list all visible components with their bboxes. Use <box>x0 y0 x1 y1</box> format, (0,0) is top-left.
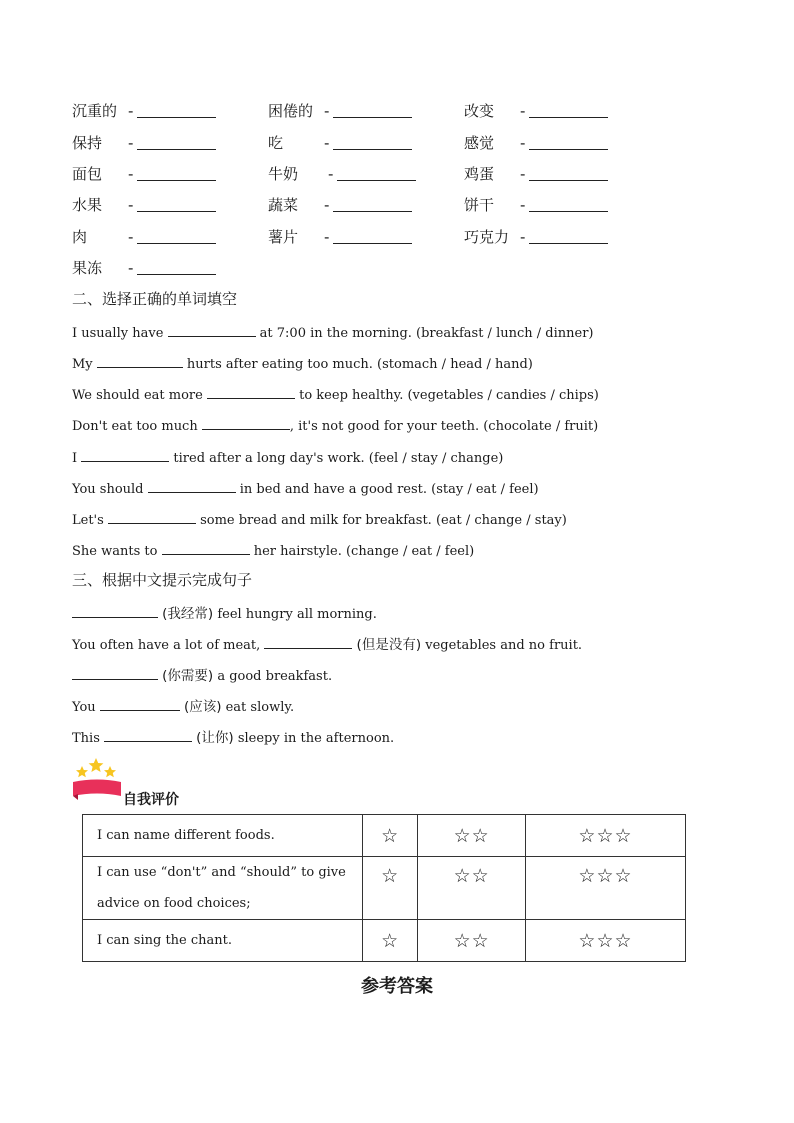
vocab-dash: - <box>328 165 334 183</box>
table-row <box>83 815 686 857</box>
exercise-line <box>72 384 599 405</box>
exercise-line <box>72 478 539 499</box>
vocab-dash: - <box>128 196 134 214</box>
answer-blank[interactable] <box>72 603 158 618</box>
star-icon: ☆☆☆ <box>578 824 633 847</box>
vocab-dash: - <box>520 228 526 246</box>
answer-blank[interactable] <box>81 447 169 462</box>
sentence-start: Don't eat too much <box>72 419 202 434</box>
vocab-word: 饼干 <box>464 196 495 214</box>
chinese-hint: (让你) <box>196 730 234 746</box>
vocab-dash: - <box>520 102 526 120</box>
vocab-dash: - <box>324 196 330 214</box>
answer-blank[interactable] <box>529 229 608 244</box>
answer-blank[interactable] <box>104 727 192 742</box>
vocab-dash: - <box>324 134 330 152</box>
sentence-start: She wants to <box>72 544 162 559</box>
star-icon: ☆ <box>381 824 400 847</box>
answer-blank[interactable] <box>168 322 256 337</box>
exercise-line <box>72 727 394 748</box>
sentence-end: in bed and have a good rest. (stay / eat / feel) <box>235 482 539 497</box>
three-star-cell[interactable] <box>525 857 685 920</box>
vocab-dash: - <box>324 228 330 246</box>
answer-blank[interactable] <box>162 540 250 555</box>
section-2-title: 二、选择正确的单词填空 <box>72 290 238 308</box>
vocab-dash: - <box>128 102 134 120</box>
two-star-cell[interactable] <box>418 815 526 857</box>
sentence-end: , it's not good for your teeth. (chocolate / fruit) <box>289 419 599 434</box>
sentence-end: her hairstyle. (change / eat / feel) <box>249 544 475 559</box>
self-eval-table <box>82 814 686 962</box>
self-eval-title: 自我评价 <box>123 792 179 808</box>
sentence-end: to keep healthy. (vegetables / candies / chips) <box>294 388 599 403</box>
table-row <box>83 857 686 920</box>
star-icon: ☆☆☆ <box>578 865 633 887</box>
criterion-text: I can name different foods. <box>97 828 275 843</box>
answer-blank[interactable] <box>529 103 608 118</box>
answer-blank[interactable] <box>529 135 608 150</box>
exercise-line <box>72 665 332 686</box>
vocab-word: 保持 <box>72 134 103 152</box>
exercise-line <box>72 322 593 343</box>
answer-blank[interactable] <box>137 260 216 275</box>
answer-blank[interactable] <box>148 478 236 493</box>
sentence-start: My <box>72 357 97 372</box>
chinese-hint: (但是没有) <box>356 637 422 653</box>
vocab-dash: - <box>128 134 134 152</box>
answer-blank[interactable] <box>137 103 216 118</box>
vocab-dash: - <box>128 228 134 246</box>
section-3-title: 三、根据中文提示完成句子 <box>72 571 253 589</box>
sentence-end: sleepy in the afternoon. <box>233 731 395 746</box>
star-icon: ☆☆☆ <box>578 929 633 952</box>
star-icon: ☆ <box>381 929 400 952</box>
chinese-hint: (应该) <box>183 699 222 715</box>
sentence-end: at 7:00 in the morning. (breakfast / lunch / dinner) <box>255 326 594 341</box>
chinese-hint: (你需要) <box>162 668 214 684</box>
exercise-line <box>72 447 503 468</box>
vocab-dash: - <box>128 165 134 183</box>
star-icon: ☆☆ <box>453 865 490 887</box>
sentence-start: This <box>72 731 105 746</box>
answer-blank[interactable] <box>333 135 412 150</box>
answer-blank[interactable] <box>264 634 352 649</box>
answer-blank[interactable] <box>202 415 290 430</box>
vocab-word: 水果 <box>72 196 103 214</box>
vocab-word: 薯片 <box>268 228 299 246</box>
vocab-dash: - <box>324 102 330 120</box>
sentence-end: tired after a long day's work. (feel / stay / change) <box>169 451 504 466</box>
exercise-line <box>72 696 294 717</box>
vocab-word: 沉重的 <box>72 102 118 120</box>
vocab-word: 面包 <box>72 165 103 183</box>
exercise-line <box>72 353 533 374</box>
answer-blank[interactable] <box>333 197 412 212</box>
answer-blank[interactable] <box>333 103 412 118</box>
criterion-text: I can sing the chant. <box>97 933 233 948</box>
sentence-end: feel hungry all morning. <box>213 607 377 622</box>
criterion-text: I can use “don't” and “should” to give <box>97 865 346 880</box>
three-star-cell[interactable] <box>525 920 685 962</box>
sentence-start: We should eat more <box>72 388 207 403</box>
star-icon: ☆☆ <box>453 824 490 847</box>
answer-blank[interactable] <box>529 166 608 181</box>
sentence-start: I usually have <box>72 326 168 341</box>
vocab-word: 感觉 <box>464 134 495 152</box>
answer-blank[interactable] <box>72 665 158 680</box>
two-star-cell[interactable] <box>418 920 526 962</box>
sentence-end: vegetables and no fruit. <box>421 638 583 653</box>
table-row <box>83 920 686 962</box>
exercise-line <box>72 634 582 655</box>
one-star-cell[interactable] <box>363 857 418 920</box>
sentence-start: You often have a lot of meat, <box>72 638 265 653</box>
answer-blank[interactable] <box>100 696 180 711</box>
vocab-word: 牛奶 <box>268 165 299 183</box>
vocab-word: 巧克力 <box>464 228 510 246</box>
answer-blank[interactable] <box>529 197 608 212</box>
star-icon: ☆☆ <box>453 929 490 952</box>
three-star-cell[interactable] <box>525 815 685 857</box>
table-cell <box>83 920 363 962</box>
table-cell <box>83 815 363 857</box>
exercise-line <box>72 415 598 436</box>
vocab-dash: - <box>520 196 526 214</box>
answer-blank[interactable] <box>137 229 216 244</box>
exercise-line <box>72 603 377 624</box>
vocab-word: 果冻 <box>72 259 103 277</box>
sentence-start: Let's <box>72 513 108 528</box>
answer-blank[interactable] <box>337 166 416 181</box>
criterion-text: advice on food choices; <box>97 896 251 911</box>
exercise-line <box>72 509 567 530</box>
answer-blank[interactable] <box>207 384 295 399</box>
answer-key-title: 参考答案 <box>361 976 433 997</box>
sentence-end: a good breakfast. <box>213 669 333 684</box>
answer-blank[interactable] <box>137 135 216 150</box>
sentence-start: I <box>72 451 82 466</box>
vocab-word: 困倦的 <box>268 102 314 120</box>
answer-blank[interactable] <box>137 166 216 181</box>
chinese-hint: (我经常) <box>162 606 214 622</box>
vocab-word: 蔬菜 <box>268 196 299 214</box>
vocab-word: 改变 <box>464 102 495 120</box>
two-star-cell[interactable] <box>418 857 526 920</box>
one-star-cell[interactable] <box>363 920 418 962</box>
answer-blank[interactable] <box>137 197 216 212</box>
sentence-end: eat slowly. <box>221 700 295 715</box>
vocab-word: 鸡蛋 <box>464 165 495 183</box>
answer-blank[interactable] <box>97 353 183 368</box>
vocab-dash: - <box>520 165 526 183</box>
vocab-word: 吃 <box>268 134 284 152</box>
vocab-dash: - <box>520 134 526 152</box>
vocab-dash: - <box>128 259 134 277</box>
sentence-end: hurts after eating too much. (stomach / head / hand) <box>182 357 533 372</box>
sentence-start: You should <box>72 482 148 497</box>
one-star-cell[interactable] <box>363 815 418 857</box>
sentence-start: You <box>72 700 100 715</box>
answer-blank[interactable] <box>108 509 196 524</box>
answer-blank[interactable] <box>333 229 412 244</box>
sentence-end: some bread and milk for breakfast. (eat / change / stay) <box>195 513 567 528</box>
stars-ribbon-icon <box>70 756 126 804</box>
table-cell <box>83 857 363 920</box>
vocab-word: 肉 <box>72 228 88 246</box>
star-icon: ☆ <box>381 865 400 887</box>
exercise-line <box>72 540 474 561</box>
